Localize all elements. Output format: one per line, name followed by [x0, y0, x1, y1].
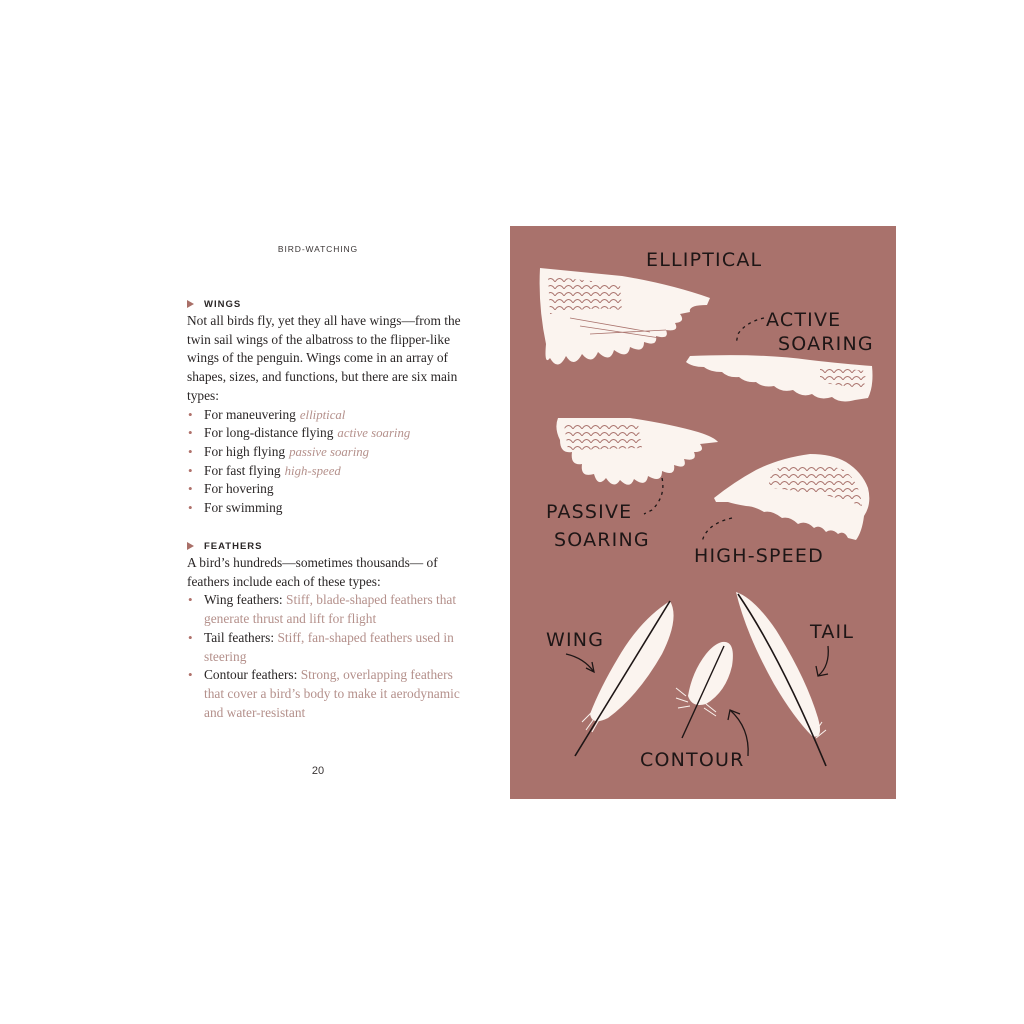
- label-active: ACTIVE: [766, 309, 842, 331]
- wing-type-label: For fast flying: [204, 462, 281, 478]
- wings-intro: Not all birds fly, yet they all have wings—from the twin sail wings of the albatross to the flipper-like wings of the penguin. Wings come in an array of shapes, sizes, and functions, but there are six main types:: [187, 313, 461, 403]
- feather-description: Stiff, fan-shaped feathers used in steering: [204, 629, 454, 664]
- label-wing: WING: [546, 629, 605, 651]
- active-soaring-wing-icon: [686, 355, 873, 401]
- bullet-icon: •: [188, 629, 193, 645]
- list-item: [187, 443, 467, 462]
- list-item: [187, 666, 467, 722]
- contour-feather-icon: [676, 642, 733, 738]
- left-page: [0, 0, 510, 1024]
- wing-feather-icon: [575, 601, 674, 756]
- list-item: [187, 424, 467, 443]
- list-item: [187, 591, 467, 628]
- high-speed-wing-icon: [714, 454, 869, 540]
- elliptical-wing-icon: [540, 268, 710, 365]
- bullet-icon: •: [188, 462, 193, 478]
- bullet-icon: •: [188, 667, 193, 683]
- wing-type-label: For hovering: [204, 481, 274, 497]
- feather-term: Wing feathers:: [204, 592, 283, 608]
- wing-type-note: elliptical: [299, 407, 346, 422]
- bullet-icon: •: [188, 481, 193, 497]
- bullet-icon: •: [188, 425, 193, 441]
- list-item: [187, 406, 467, 425]
- list-item: [187, 629, 467, 666]
- triangle-marker-icon: [187, 300, 194, 308]
- wing-type-label: For maneuvering: [204, 406, 296, 422]
- label-elliptical: ELLIPTICAL: [646, 249, 763, 271]
- wing-type-label: For swimming: [204, 500, 283, 516]
- label-passive: PASSIVE: [546, 501, 633, 523]
- feathers-intro: A bird’s hundreds—sometimes thousands— of feathers include each of these types:: [187, 555, 438, 589]
- bullet-icon: •: [188, 500, 193, 516]
- feather-description: Stiff, blade-shaped feathers that generate thrust and lift for flight: [204, 592, 457, 627]
- bullet-icon: •: [188, 592, 193, 608]
- wing-type-label: For long-distance flying: [204, 425, 334, 441]
- page-number: 20: [311, 765, 325, 777]
- wing-illustration-plate: [510, 226, 896, 799]
- feather-term: Tail feathers:: [204, 629, 275, 645]
- feathers-section: [187, 539, 467, 722]
- wings-section: [187, 297, 467, 518]
- feather-types-list: [187, 591, 467, 722]
- label-tail: TAIL: [810, 621, 855, 643]
- list-item: [187, 480, 467, 499]
- wings-heading: [187, 297, 467, 311]
- wing-types-list: [187, 406, 467, 518]
- feather-term: Contour feathers:: [204, 667, 298, 683]
- label-high-speed: HIGH-SPEED: [694, 545, 824, 567]
- wing-type-label: For high flying: [204, 443, 286, 459]
- feather-description: Strong, overlapping feathers that cover a bird’s body to make it aerodynamic and water-resistant: [204, 667, 460, 720]
- feathers-heading: [187, 539, 467, 553]
- list-item: [187, 499, 467, 518]
- wing-type-note: active soaring: [337, 426, 411, 441]
- wing-type-note: high-speed: [284, 463, 341, 478]
- wing-type-note: passive soaring: [289, 444, 370, 459]
- feathers-heading-text: FEATHERS: [204, 540, 263, 552]
- passive-soaring-wing-icon: [556, 418, 718, 485]
- wings-heading-text: WINGS: [204, 298, 242, 310]
- label-passive-soaring: SOARING: [554, 529, 650, 551]
- running-head: BIRD-WATCHING: [277, 244, 359, 254]
- tail-feather-icon: [736, 592, 826, 766]
- bullet-icon: •: [188, 443, 193, 459]
- wing-illustration: [510, 226, 896, 799]
- triangle-marker-icon: [187, 542, 194, 550]
- bullet-icon: •: [188, 406, 193, 422]
- list-item: [187, 462, 467, 481]
- label-contour: CONTOUR: [640, 749, 745, 771]
- label-active-soaring: SOARING: [778, 333, 874, 355]
